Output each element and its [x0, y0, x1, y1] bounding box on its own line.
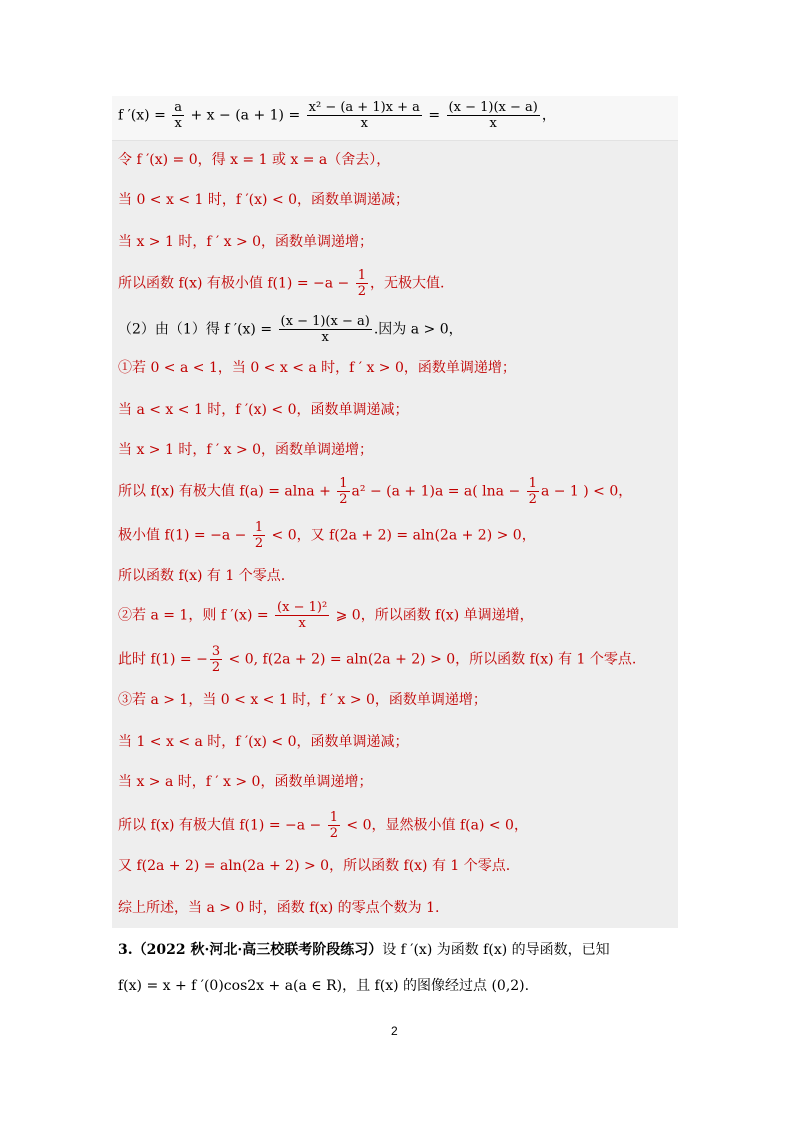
solution-line-10: 所以 f(x) 有极大值 f(a) = alna + $\frac{1}{2}$ a² − (a + 1)a = a( lna − $\frac{1}{2}$ a − 1 ) < 0， [118, 476, 633, 507]
solution-line-3: 当 0 < x < 1 时，f ′(x) < 0，函数单调递减； [118, 192, 410, 208]
fraction: $\frac{(x - 1)(x - a)}{x}$ [280, 314, 370, 345]
fraction: $\frac{a}{x}$ [174, 100, 183, 131]
solution-line-14: 此时 f(1) = − $\frac{3}{2}$ < 0, f(2a + 2) = aln(2a + 2) > 0，所以函数 f(x) 有 1 个零点. [118, 644, 637, 675]
solution-box [112, 96, 678, 928]
question-3-text: 设 f ′(x) 为函数 f(x) 的导函数，已知 [382, 942, 610, 958]
solution-line-7: ①若 0 < a < 1，当 0 < x < a 时，f ′ x > 0，函数单调递增； [118, 360, 516, 376]
solution-line-9: 当 x > 1 时，f ′ x > 0，函数单调递增； [118, 442, 374, 458]
solution-line-2: 令 f ′(x) = 0，得 x = 1 或 x = a（舍去）， [118, 152, 391, 168]
page-number: 2 [391, 1024, 398, 1038]
derivative-line: f ′(x) = $\frac{a}{x}$ + x − (a + 1) = $\frac{\text{x² − (a + 1)x + a}}{x}$ = $\frac{(x - 1)(x - a)}{x}$ ， [118, 100, 556, 131]
solution-line-15: ③若 a > 1，当 0 < x < 1 时，f ′ x > 0，函数单调递增； [118, 692, 487, 708]
fraction: $\frac{1}{2}$ [528, 476, 537, 507]
solution-line-11: 极小值 f(1) = −a − $\frac{1}{2}$ < 0，又 f(2a + 2) = aln(2a + 2) > 0， [118, 520, 536, 551]
fraction: $\frac{1}{2}$ [254, 520, 264, 551]
fraction: $\frac{\text{(x − 1)²}}{x}$ [277, 600, 328, 631]
solution-line-13: ②若 a = 1，则 f ′(x) = $\frac{\text{(x − 1)²}}{x}$ ⩾ 0，所以函数 f(x) 单调递增， [118, 600, 534, 631]
text: f ′(x) = [118, 107, 171, 124]
fraction: $\frac{1}{2}$ [357, 268, 366, 299]
solution-line-5: 所以函数 f(x) 有极小值 f(1) = −a − $\frac{1}{2}$ ，无极大值. [118, 268, 445, 299]
fraction: $\frac{3}{2}$ [211, 644, 221, 675]
fraction: $\frac{1}{2}$ [339, 476, 348, 507]
solution-line-6: （2）由（1）得 f ′(x) = $\frac{(x - 1)(x - a)}{x}$ .因为 a > 0， [118, 314, 463, 345]
solution-line-18: 所以 f(x) 有极大值 f(1) = −a − $\frac{1}{2}$ < 0，显然极小值 f(a) < 0， [118, 810, 528, 841]
solution-line-8: 当 a < x < 1 时，f ′(x) < 0，函数单调递减； [118, 402, 409, 418]
fraction: $\frac{\text{x² − (a + 1)x + a}}{x}$ [308, 100, 420, 131]
question-3-line-1 [118, 940, 610, 960]
solution-line-16: 当 1 < x < a 时，f ′(x) < 0，函数单调递减； [118, 734, 409, 750]
solution-line-20: 综上所述，当 a > 0 时，函数 f(x) 的零点个数为 1. [118, 900, 440, 916]
fraction: $\frac{(x - 1)(x - a)}{x}$ [448, 100, 538, 131]
text: + x − (a + 1) = [186, 107, 305, 124]
solution-line-19: 又 f(2a + 2) = aln(2a + 2) > 0，所以函数 f(x) 有 1 个零点. [118, 858, 511, 874]
solution-line-17: 当 x > a 时，f ′ x > 0，函数单调递增； [118, 774, 373, 790]
fraction: $\frac{1}{2}$ [329, 810, 338, 841]
solution-line-12: 所以函数 f(x) 有 1 个零点. [118, 568, 286, 584]
solution-line-4: 当 x > 1 时，f ′ x > 0，函数单调递增； [118, 234, 374, 250]
question-3-label: 3.（2022 秋·河北·高三校联考阶段练习） [118, 942, 383, 958]
question-3-line-2: f(x) = x + f ′(0)cos2x + a(a ∈ R)，且 f(x) 的图像经过点 (0,2). [118, 978, 530, 994]
